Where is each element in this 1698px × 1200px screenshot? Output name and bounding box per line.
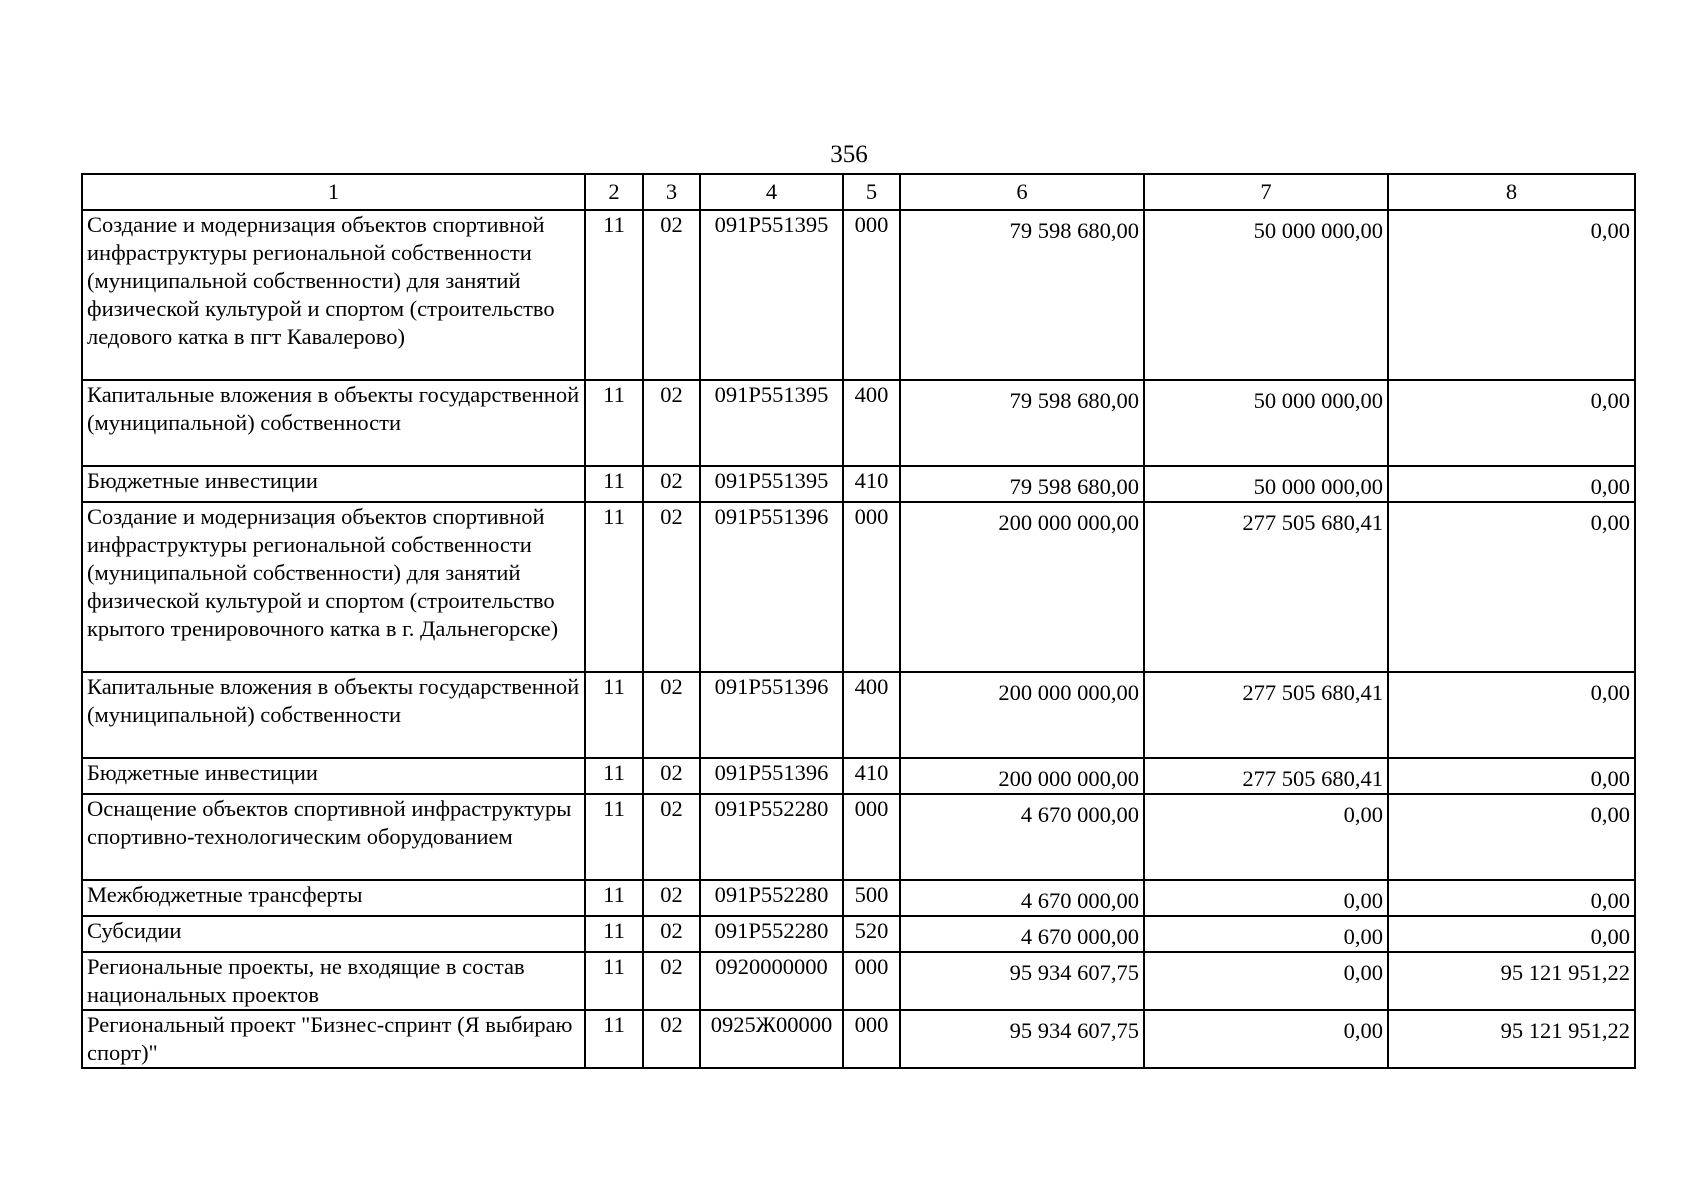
row-name: Региональные проекты, не входящие в состав национальных проектов	[82, 952, 585, 1010]
expense-type-code: 000	[843, 210, 900, 380]
amount-col-8: 0,00	[1590, 474, 1630, 499]
amount-col-7: 0,00	[1343, 802, 1383, 827]
table-row	[82, 794, 1635, 880]
amount-col-7: 277 505 680,41	[1242, 510, 1383, 535]
target-article-code: 091P551395	[700, 210, 843, 380]
header-col-5: 5	[843, 174, 900, 210]
page-number: 356	[830, 141, 868, 168]
table-row	[82, 466, 1635, 502]
subsection-code: 02	[643, 466, 700, 502]
amount-col-8: 95 121 951,22	[1500, 960, 1630, 985]
section-code: 11	[585, 672, 643, 758]
row-name: Субсидии	[82, 916, 585, 952]
amount-col-6: 200 000 000,00	[998, 766, 1139, 791]
subsection-code: 02	[643, 952, 700, 1010]
amount-col-6: 79 598 680,00	[1009, 218, 1139, 243]
row-name: Оснащение объектов спортивной инфраструктуры спортивно-технологическим оборудованием	[82, 794, 585, 880]
expense-type-code: 400	[843, 380, 900, 466]
target-article-code: 091P551395	[700, 380, 843, 466]
subsection-code: 02	[643, 880, 700, 916]
row-name: Бюджетные инвестиции	[82, 466, 585, 502]
amount-col-6: 79 598 680,00	[1009, 388, 1139, 413]
amount-col-6: 4 670 000,00	[1020, 924, 1139, 949]
expense-type-code: 410	[843, 758, 900, 794]
row-name: Региональный проект "Бизнес-спринт (Я выбираю спорт)"	[82, 1010, 585, 1068]
row-name: Межбюджетные трансферты	[82, 880, 585, 916]
target-article-code: 091P551396	[700, 672, 843, 758]
expense-type-code: 520	[843, 916, 900, 952]
amount-col-8: 0,00	[1590, 888, 1630, 913]
section-code: 11	[585, 916, 643, 952]
subsection-code: 02	[643, 502, 700, 672]
amount-col-7: 277 505 680,41	[1242, 680, 1383, 705]
amount-col-8: 0,00	[1590, 680, 1630, 705]
table-row	[82, 380, 1635, 466]
header-row	[82, 174, 1635, 210]
header-col-7: 7	[1144, 174, 1388, 210]
amount-col-6: 79 598 680,00	[1009, 474, 1139, 499]
table-row	[82, 880, 1635, 916]
expense-type-code: 500	[843, 880, 900, 916]
row-name: Создание и модернизация объектов спортивной инфраструктуры региональной собственности (муниципальной собственности) для занятий физической культурой и спортом (строительство ледового катка в пгт Кавалерово)	[82, 210, 585, 380]
header-col-2: 2	[585, 174, 643, 210]
target-article-code: 091P552280	[700, 794, 843, 880]
expense-type-code: 000	[843, 952, 900, 1010]
row-name: Капитальные вложения в объекты государственной (муниципальной) собственности	[82, 380, 585, 466]
amount-col-7: 50 000 000,00	[1253, 474, 1383, 499]
header-col-6: 6	[900, 174, 1144, 210]
amount-col-8: 0,00	[1590, 766, 1630, 791]
row-name: Капитальные вложения в объекты государственной (муниципальной) собственности	[82, 672, 585, 758]
amount-col-8: 0,00	[1590, 924, 1630, 949]
table-row	[82, 210, 1635, 380]
expense-type-code: 410	[843, 466, 900, 502]
header-col-8: 8	[1388, 174, 1635, 210]
amount-col-7: 0,00	[1343, 1018, 1383, 1043]
target-article-code: 0920000000	[700, 952, 843, 1010]
subsection-code: 02	[643, 1010, 700, 1068]
target-article-code: 091P551396	[700, 502, 843, 672]
table-row	[82, 1010, 1635, 1068]
expense-type-code: 000	[843, 502, 900, 672]
subsection-code: 02	[643, 758, 700, 794]
table-row	[82, 952, 1635, 1010]
amount-col-6: 200 000 000,00	[998, 680, 1139, 705]
subsection-code: 02	[643, 380, 700, 466]
header-col-1: 1	[82, 174, 585, 210]
target-article-code: 0925Ж00000	[700, 1010, 843, 1068]
row-name: Бюджетные инвестиции	[82, 758, 585, 794]
amount-col-7: 0,00	[1343, 924, 1383, 949]
section-code: 11	[585, 502, 643, 672]
table-row	[82, 916, 1635, 952]
table-row	[82, 672, 1635, 758]
row-name: Создание и модернизация объектов спортивной инфраструктуры региональной собственности (муниципальной собственности) для занятий физической культурой и спортом (строительство крытого тренировочного катка в г. Дальнегорске)	[82, 502, 585, 672]
header-col-4: 4	[700, 174, 843, 210]
expense-type-code: 400	[843, 672, 900, 758]
expense-type-code: 000	[843, 1010, 900, 1068]
amount-col-8: 0,00	[1590, 218, 1630, 243]
amount-col-6: 95 934 607,75	[1009, 960, 1139, 985]
amount-col-8: 0,00	[1590, 388, 1630, 413]
amount-col-7: 50 000 000,00	[1253, 218, 1383, 243]
subsection-code: 02	[643, 916, 700, 952]
subsection-code: 02	[643, 672, 700, 758]
section-code: 11	[585, 380, 643, 466]
target-article-code: 091P552280	[700, 880, 843, 916]
amount-col-6: 4 670 000,00	[1020, 802, 1139, 827]
target-article-code: 091P552280	[700, 916, 843, 952]
section-code: 11	[585, 210, 643, 380]
amount-col-7: 0,00	[1343, 960, 1383, 985]
budget-table	[81, 173, 1636, 1069]
target-article-code: 091P551396	[700, 758, 843, 794]
subsection-code: 02	[643, 794, 700, 880]
section-code: 11	[585, 758, 643, 794]
amount-col-7: 0,00	[1343, 888, 1383, 913]
subsection-code: 02	[643, 210, 700, 380]
expense-type-code: 000	[843, 794, 900, 880]
section-code: 11	[585, 466, 643, 502]
amount-col-6: 4 670 000,00	[1020, 888, 1139, 913]
amount-col-6: 200 000 000,00	[998, 510, 1139, 535]
amount-col-7: 277 505 680,41	[1242, 766, 1383, 791]
amount-col-8: 0,00	[1590, 802, 1630, 827]
header-col-3: 3	[643, 174, 700, 210]
amount-col-8: 95 121 951,22	[1500, 1018, 1630, 1043]
amount-col-7: 50 000 000,00	[1253, 388, 1383, 413]
table-row	[82, 502, 1635, 672]
section-code: 11	[585, 1010, 643, 1068]
table-row	[82, 758, 1635, 794]
amount-col-6: 95 934 607,75	[1009, 1018, 1139, 1043]
section-code: 11	[585, 880, 643, 916]
amount-col-8: 0,00	[1590, 510, 1630, 535]
target-article-code: 091P551395	[700, 466, 843, 502]
section-code: 11	[585, 952, 643, 1010]
section-code: 11	[585, 794, 643, 880]
